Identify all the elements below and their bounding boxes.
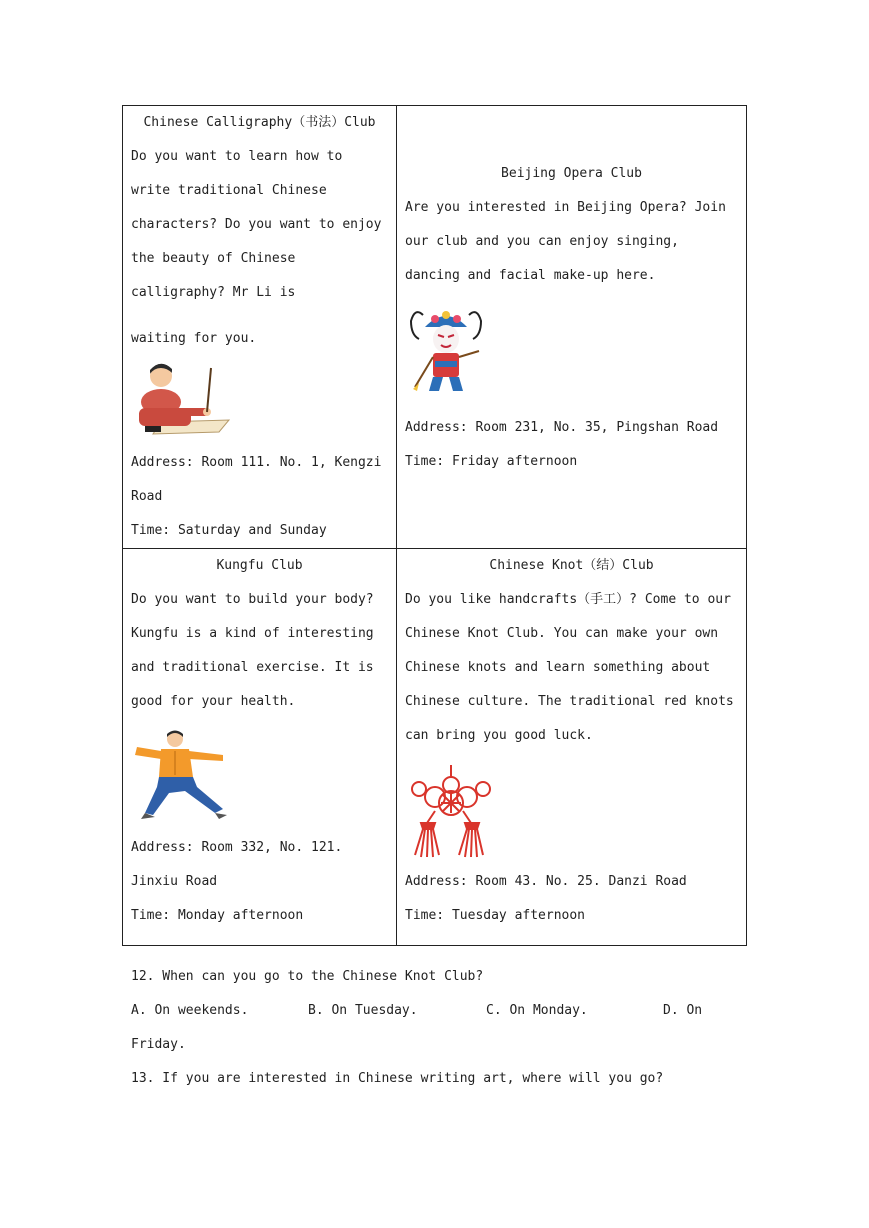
kungfu-club-cell (123, 549, 397, 946)
calligraphy-club-description-end: waiting for you. (131, 331, 257, 346)
opera-club-title: Beijing Opera Club (501, 166, 642, 181)
knot-club-address: Address: Room 43. No. 25. Danzi Road (405, 874, 687, 889)
calligraphy-club-time: Time: Saturday and Sunday (131, 523, 327, 538)
kungfu-club-description: Do you want to build your body? Kungfu is a kind of interesting and traditional exercise. It is good for your health. (131, 592, 374, 709)
question-12-option-b[interactable]: B. On Tuesday. (308, 1003, 418, 1018)
question-13-stem: 13. If you are interested in Chinese writing art, where will you go? (131, 1071, 664, 1086)
calligraphy-club-title: Chinese Calligraphy（书法）Club (143, 115, 376, 130)
question-12-option-a[interactable]: A. On weekends. (131, 1003, 249, 1018)
chinese-knot-icon (405, 763, 497, 859)
knot-club-description: Do you like handcrafts（手工）? Come to our Chinese Knot Club. You can make your own Chinese knots and learn something about Chinese culture. The traditional red knots can bring you good luck. (405, 592, 734, 743)
clubs-row-1 (123, 106, 747, 549)
calligraphy-club-cell (123, 106, 397, 549)
kungfu-club-address: Address: Room 332, No. 121. Jinxiu Road (131, 840, 343, 889)
boy-writing-calligraphy-icon (131, 360, 233, 436)
opera-club-cell (397, 106, 747, 549)
questions-section (131, 960, 741, 1096)
clubs-table (122, 105, 747, 946)
question-12-options (131, 994, 741, 1028)
opera-club-address: Address: Room 231, No. 35, Pingshan Road (405, 420, 719, 435)
knot-club-time: Time: Tuesday afternoon (405, 908, 586, 923)
question-12-option-d-continued[interactable]: Friday. (131, 1037, 186, 1052)
clubs-row-2 (123, 549, 747, 946)
opera-club-description: Are you interested in Beijing Opera? Join our club and you can enjoy singing, dancing and facial make-up here. (405, 200, 726, 283)
calligraphy-club-description: Do you want to learn how to write traditional Chinese characters? Do you want to enjoy the beauty of Chinese calligraphy? Mr Li is (131, 149, 382, 300)
question-12-option-d[interactable]: D. On (663, 1003, 703, 1018)
knot-club-cell (397, 549, 747, 946)
question-12-stem: 12. When can you go to the Chinese Knot Club? (131, 969, 484, 984)
calligraphy-club-address: Address: Room 111. No. 1, Kengzi Road (131, 455, 382, 504)
kungfu-club-time: Time: Monday afternoon (131, 908, 304, 923)
opera-club-time: Time: Friday afternoon (405, 454, 578, 469)
kungfu-man-icon (131, 729, 229, 821)
question-12-option-c[interactable]: C. On Monday. (486, 1003, 588, 1018)
knot-club-title: Chinese Knot（结）Club (489, 558, 654, 573)
kungfu-club-title: Kungfu Club (216, 558, 303, 573)
opera-performer-icon (405, 305, 487, 397)
